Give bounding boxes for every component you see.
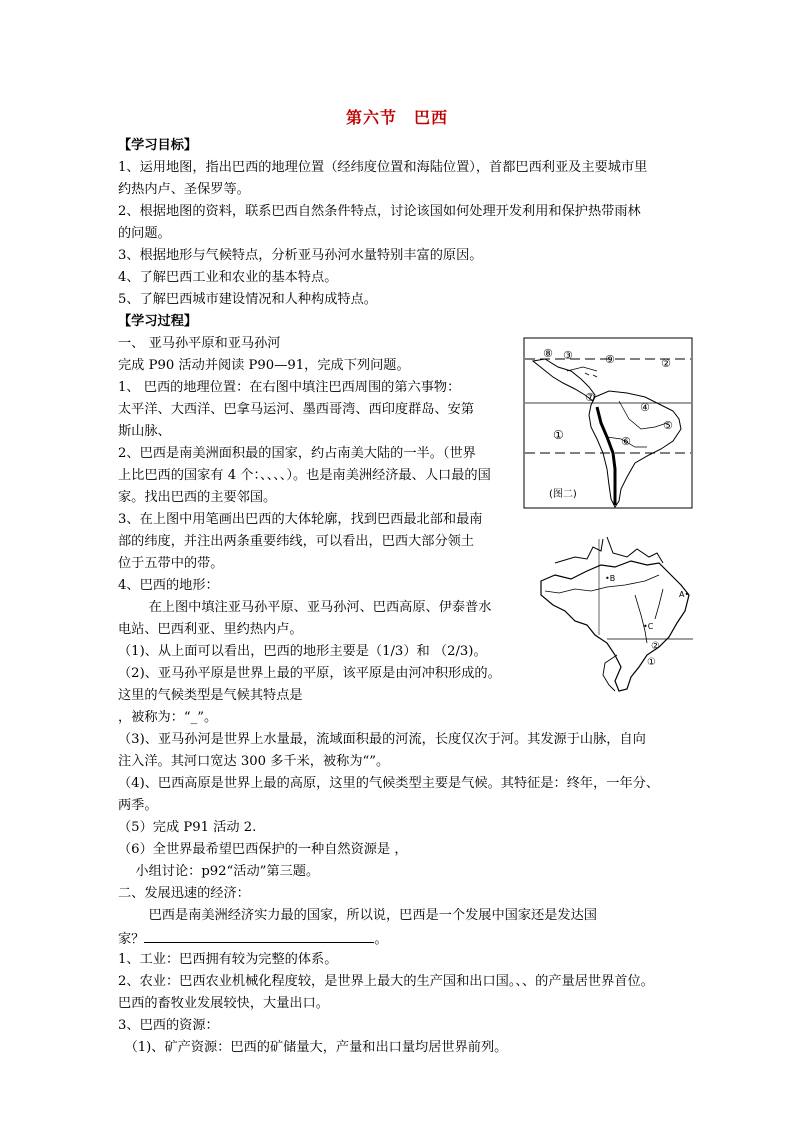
map-caption: (图二)	[549, 489, 577, 500]
text-line: 这里的气候类型是气候其特点是	[118, 688, 303, 703]
text-line: ，被称为：“_”。	[118, 710, 218, 725]
text-line: （2)、亚马孙平原是世界上最的平原，该平原是由河冲积形成的。	[118, 666, 501, 681]
text-line: 3、在上图中用笔画出巴西的大体轮廓，找到巴西最北部和最南	[118, 512, 483, 527]
text-line: 太平洋、大西洋、巴拿马运河、墨西哥湾、西印度群岛、安第	[118, 402, 475, 417]
heading-objectives: 【学习目标】	[118, 138, 198, 153]
map-marker-a: A•	[679, 590, 690, 599]
text-line: （1)、从上面可以看出，巴西的地形主要是（1/3）和 （2/3)。	[118, 644, 487, 659]
text-line: （1)、矿产资源：巴西的矿储量大，产量和出口量均居世界前列。	[118, 1040, 508, 1055]
map-marker-9: ⑨	[605, 353, 615, 366]
text-line: 4、了解巴西工业和农业的基本特点。	[118, 270, 338, 285]
south-america-map	[523, 337, 693, 509]
text-line: 3、根据地形与气候特点，分析亚马孙河水量特别丰富的原因。	[118, 248, 483, 263]
map-marker-2: ②	[661, 357, 671, 370]
text-line: 4、巴西的地形：	[118, 578, 219, 593]
map-marker-6: ⑥	[621, 435, 631, 448]
text-line: 电站、巴西利亚、里约热内卢。	[118, 622, 303, 637]
text-line: 1、 巴西的地理位置：在右图中填注巴西周围的第六事物：	[118, 380, 461, 395]
text-line: 家。找出巴西的主要邻国。	[118, 490, 277, 505]
text-fragment: 家？	[118, 932, 145, 947]
map-marker-7: ⑦	[585, 391, 595, 404]
map-marker-4: ④	[640, 401, 650, 414]
text-line: 5、了解巴西城市建设情况和人种构成特点。	[118, 292, 377, 307]
map-marker-b: •B	[605, 574, 616, 583]
text-line: 两季。	[118, 798, 158, 813]
page-title: 第六节 巴西	[345, 108, 448, 127]
text-line: 斯山脉、	[118, 424, 171, 439]
text-line: 3、巴西的资源：	[118, 1018, 219, 1033]
map-marker-c: •C	[643, 622, 654, 631]
text-line: 约热内卢、圣保罗等。	[118, 182, 250, 197]
text-line: （6）全世界最希望巴西保护的一种自然资源是 ，	[118, 842, 408, 857]
text-line: 2、根据地图的资料，联系巴西自然条件特点，讨论该国如何处理开发利用和保护热带雨林	[118, 204, 641, 219]
text-line: 一、 亚马孙平原和亚马孙河	[118, 336, 281, 351]
map-marker-circled-1: ①	[647, 657, 656, 668]
map-marker-8: ⑧	[543, 347, 553, 360]
text-line: 巴西的畜牧业发展较快，大量出口。	[118, 996, 329, 1011]
text-line: 2、巴西是南美洲面积最的国家，约占南美大陆的一半。（世界	[118, 446, 476, 461]
text-line: （5）完成 P91 活动 2.	[118, 820, 257, 835]
text-line: 上比巴西的国家有 4 个：、、、、）。也是南美洲经济最、人口最的国	[118, 468, 491, 483]
text-line: 1、工业：巴西拥有较为完整的体系。	[118, 952, 338, 967]
text-line: 在上图中填注亚马孙平原、亚马孙河、巴西高原、伊泰普水	[118, 600, 492, 615]
text-line: 1、运用地图，指出巴西的地理位置（经纬度位置和海陆位置），首都巴西利亚及主要城市里	[118, 160, 648, 175]
text-line: 完成 P90 活动并阅读 P90—91，完成下列问题。	[118, 358, 410, 373]
text-line: 的问题。	[118, 226, 171, 241]
text-line	[118, 928, 388, 950]
map-marker-circled-2: ②	[651, 641, 660, 652]
text-line: （4)、巴西高原是世界上最的高原，这里的气候类型主要是气候。其特征是：终年，一年分、	[118, 776, 660, 791]
text-line: （3)、亚马孙河是世界上水量最，流域面积最的河流，长度仅次于河。其发源于山脉，自向	[118, 732, 646, 747]
heading-process: 【学习过程】	[118, 314, 198, 329]
answer-blank[interactable]	[144, 928, 374, 943]
text-line: 位于五带中的带。	[118, 556, 224, 571]
map-marker-5: ⑤	[663, 419, 673, 432]
text-line: 二、发展迅速的经济：	[118, 886, 250, 901]
brazil-map	[535, 535, 705, 697]
text-line: 2、农业：巴西农业机械化程度较，是世界上最大的生产国和出口国。、、的产量居世界首位。	[118, 974, 654, 989]
text-line: 注入洋。其河口宽达 300 多千米，被称为“”。	[118, 754, 390, 769]
text-fragment: 。	[374, 932, 388, 947]
text-line: 巴西是南美洲经济实力最的国家，所以说，巴西是一个发展中国家还是发达国	[118, 908, 597, 923]
map-marker-1: ①	[553, 428, 564, 442]
map-marker-3: ③	[563, 349, 573, 362]
text-line: 部的纬度，并注出两条重要纬线，可以看出，巴西大部分领土	[118, 534, 475, 549]
text-line: 小组讨论：p92“活动”第三题。	[118, 864, 320, 879]
